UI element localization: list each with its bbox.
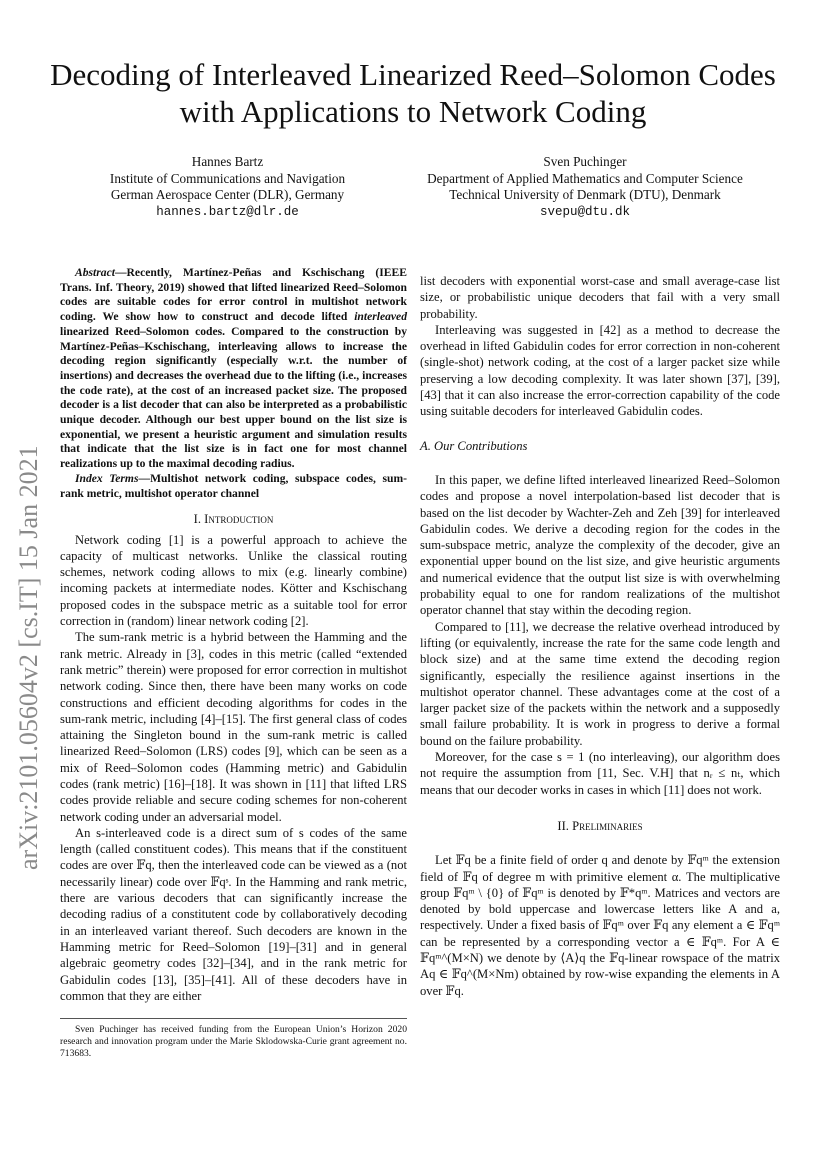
section-heading-introduction: I. Introduction [193,512,274,527]
author-email: hannes.bartz@dlr.de [156,204,299,219]
abstract-label: Abstract [75,266,115,279]
index-terms-text: —Multishot network coding, subspace codes, sum-rank metric, multishot operator channel [60,471,407,500]
index-terms-label: Index Terms [75,471,139,485]
author-block-1 [60,154,395,220]
abstract-text: linearized Reed–Solomon codes. Compared to the construction by Martínez-Peñas–Kschischang, interleaving allows to increase the decoding region significantly (especially w.r.t. the number of insertions) and decreases the overhead due to the lifting (i.e., increases the code rate), at the cost of an increased packet size. The proposed decoder is a list decoder that can also be interpreted as a probabilistic unique decoder. Although our best upper bound on the list size is exponential, we present a heuristic argument and simulation results that indicate that the list size is in fact one for most channel realizations up to the maximal decoding radius. [60,324,407,471]
abstract [60,266,407,472]
author-affiliation: Department of Applied Mathematics and Computer Science [427,170,743,186]
paragraph: An s-interleaved code is a direct sum of s codes of the same length (called constituent codes). This means that if the constituent codes are over 𝔽q, then the interleaved code can be viewed as a (not necessarily linear) code over 𝔽qˢ. In the Hamming and rank metric, there are various decoders that can significantly increase the decoding radius of a constitutent code by collaboratively decoding in an interleaved variant thereof. Such decoders are known in the Hamming metric for Reed–Solomon [19]–[31] and in general algebraic geometry codes [32]–[34], and in the rank metric for Gabidulin codes [13], [35]–[41]. All of these decoders have in common that they are either [60,825,407,1003]
paragraph: Moreover, for the case s = 1 (no interleaving), our algorithm does not require the assumption from [11, Sec. V.H] that nᵣ ≤ nₜ, which means that our decoder works in cases in which [11] does not work. [420,750,780,797]
footnote: Sven Puchinger has received funding from the European Union’s Horizon 2020 research and innovation program under the Marie Sklodowska-Curie grant agreement no. 713683. [60,1018,407,1060]
paragraph: In this paper, we define lifted interleaved linearized Reed–Solomon codes and propose a novel interpolation-based list decoder that is based on the list decoder by Wachter-Zeh and Zeh [39] for interleaved Gabidulin codes. We derive a decoding region for the codes in the sum-subspace metric, analyze the complexity of the decoder, give an exponential upper bound on the list size, and give heuristic arguments and numerical evidence that the output list size is with overwhelming probability equal to one for random realizations of the multishot operator channel that stay within the decoding region. [420,472,780,618]
subsection-heading-contributions: A. Our Contributions [420,438,528,453]
author-affiliation: Institute of Communications and Navigation [109,170,346,186]
author-affiliation: Technical University of Denmark (DTU), Denmark [449,187,721,203]
author-email: svepu@dtu.dk [539,204,630,219]
paragraph: The sum-rank metric is a hybrid between the Hamming and the rank metric. Already in [3], codes in this metric (called “extended rank metric” therein) were proposed for error correction in multishot network coding. Since then, there have been many works on code constructions and efficient decoding algorithms for codes in the sum-rank metric, including [4]–[15]. The first general class of codes attaining the Singleton bound in the sum-rank metric is called linearized Reed–Solomon (LRS) codes [9], which can be seen as a mix of Reed–Solomon codes (Hamming metric) and Gabidulin codes (rank metric) [16]–[18]. It was shown in [11] that lifted LRS codes provide reliable and secure coding schemes for non-coherent network coding under an adversarial model. [60,630,407,824]
abstract-emphasis: interleaved [354,310,407,324]
arxiv-stamp: arXiv:2101.05604v2 [cs.IT] 15 Jan 2021 [14,445,43,870]
paragraph: Interleaving was suggested in [42] as a method to decrease the overhead in lifted Gabidulin codes for error correction in non-coherent (single-shot) network coding, at the cost of a larger packet size while preserving a low decoding complexity. It was later shown [37], [39], [43] that it can also increase the error-correction capability of the code using suitable decoders for interleaved Gabidulin codes. [420,322,780,419]
right-column [420,273,780,999]
author-affiliation: German Aerospace Center (DLR), Germany [110,187,345,203]
paragraph: Compared to [11], we decrease the relative overhead introduced by lifting (or equivalently, increase the rate for the same code length and block size) and at the same time extend the decoding region significantly, especially the resilience against insertions in the multishot operator channel. These advantages come at the cost of a larger packet size of the packets within the network and a supposedly small failure probability. It is work in progress to derive a formal bound on the failure probability. [420,619,780,748]
index-terms [60,472,407,501]
left-column [60,266,407,1060]
abstract-text: —Recently, Martínez-Peñas and Kschischang (IEEE Trans. Inf. Theory, 2019) showed that lifted linearized Reed–Solomon codes are suitable codes for error control in multishot network coding. We show how to construct and decode lifted [60,266,407,324]
author-name: Sven Puchinger [543,154,627,169]
paragraph: Network coding [1] is a powerful approach to achieve the capacity of multicast networks. Unlike the classical routing schemes, network coding allows to mix (e.g. linearly combine) incoming packets at intermediate nodes. Kötter and Kschischang proposed codes in the subspace metric as a suitable tool for error correction in (random) linear network coding [2]. [60,532,407,629]
paragraph: list decoders with exponential worst-case and small average-case list size, or probabilistic unique decoders that fail with a very small probability. [420,274,780,321]
author-name: Hannes Bartz [191,154,264,169]
right-body-top [420,273,780,420]
paper-title: Decoding of Interleaved Linearized Reed–Solomon Codes with Applications to Network Coding [50,57,776,129]
author-block-2 [400,154,770,220]
paragraph: Let 𝔽q be a finite field of order q and denote by 𝔽qᵐ the extension field of 𝔽q of degree m with primitive element α. The multiplicative group 𝔽qᵐ \ {0} of 𝔽qᵐ is denoted by 𝔽*qᵐ. Matrices and vectors are denoted by bold uppercase and lowercase letters like A and a, respectively. Under a fixed basis of 𝔽qᵐ over 𝔽q any element a ∈ 𝔽qᵐ can be represented by a corresponding vector a ∈ 𝔽qᵐ. For A ∈ 𝔽qᵐ^(M×N) we denote by ⟨A⟩q the 𝔽q-linear rowspace of the matrix Aq ∈ 𝔽q^(M×Nm) obtained by row-wise expanding the elements in A over 𝔽q. [420,853,780,998]
section-heading-preliminaries: II. Preliminaries [557,818,643,833]
right-body-bottom [420,852,780,999]
right-body-mid [420,472,780,798]
intro-body [60,532,407,1005]
